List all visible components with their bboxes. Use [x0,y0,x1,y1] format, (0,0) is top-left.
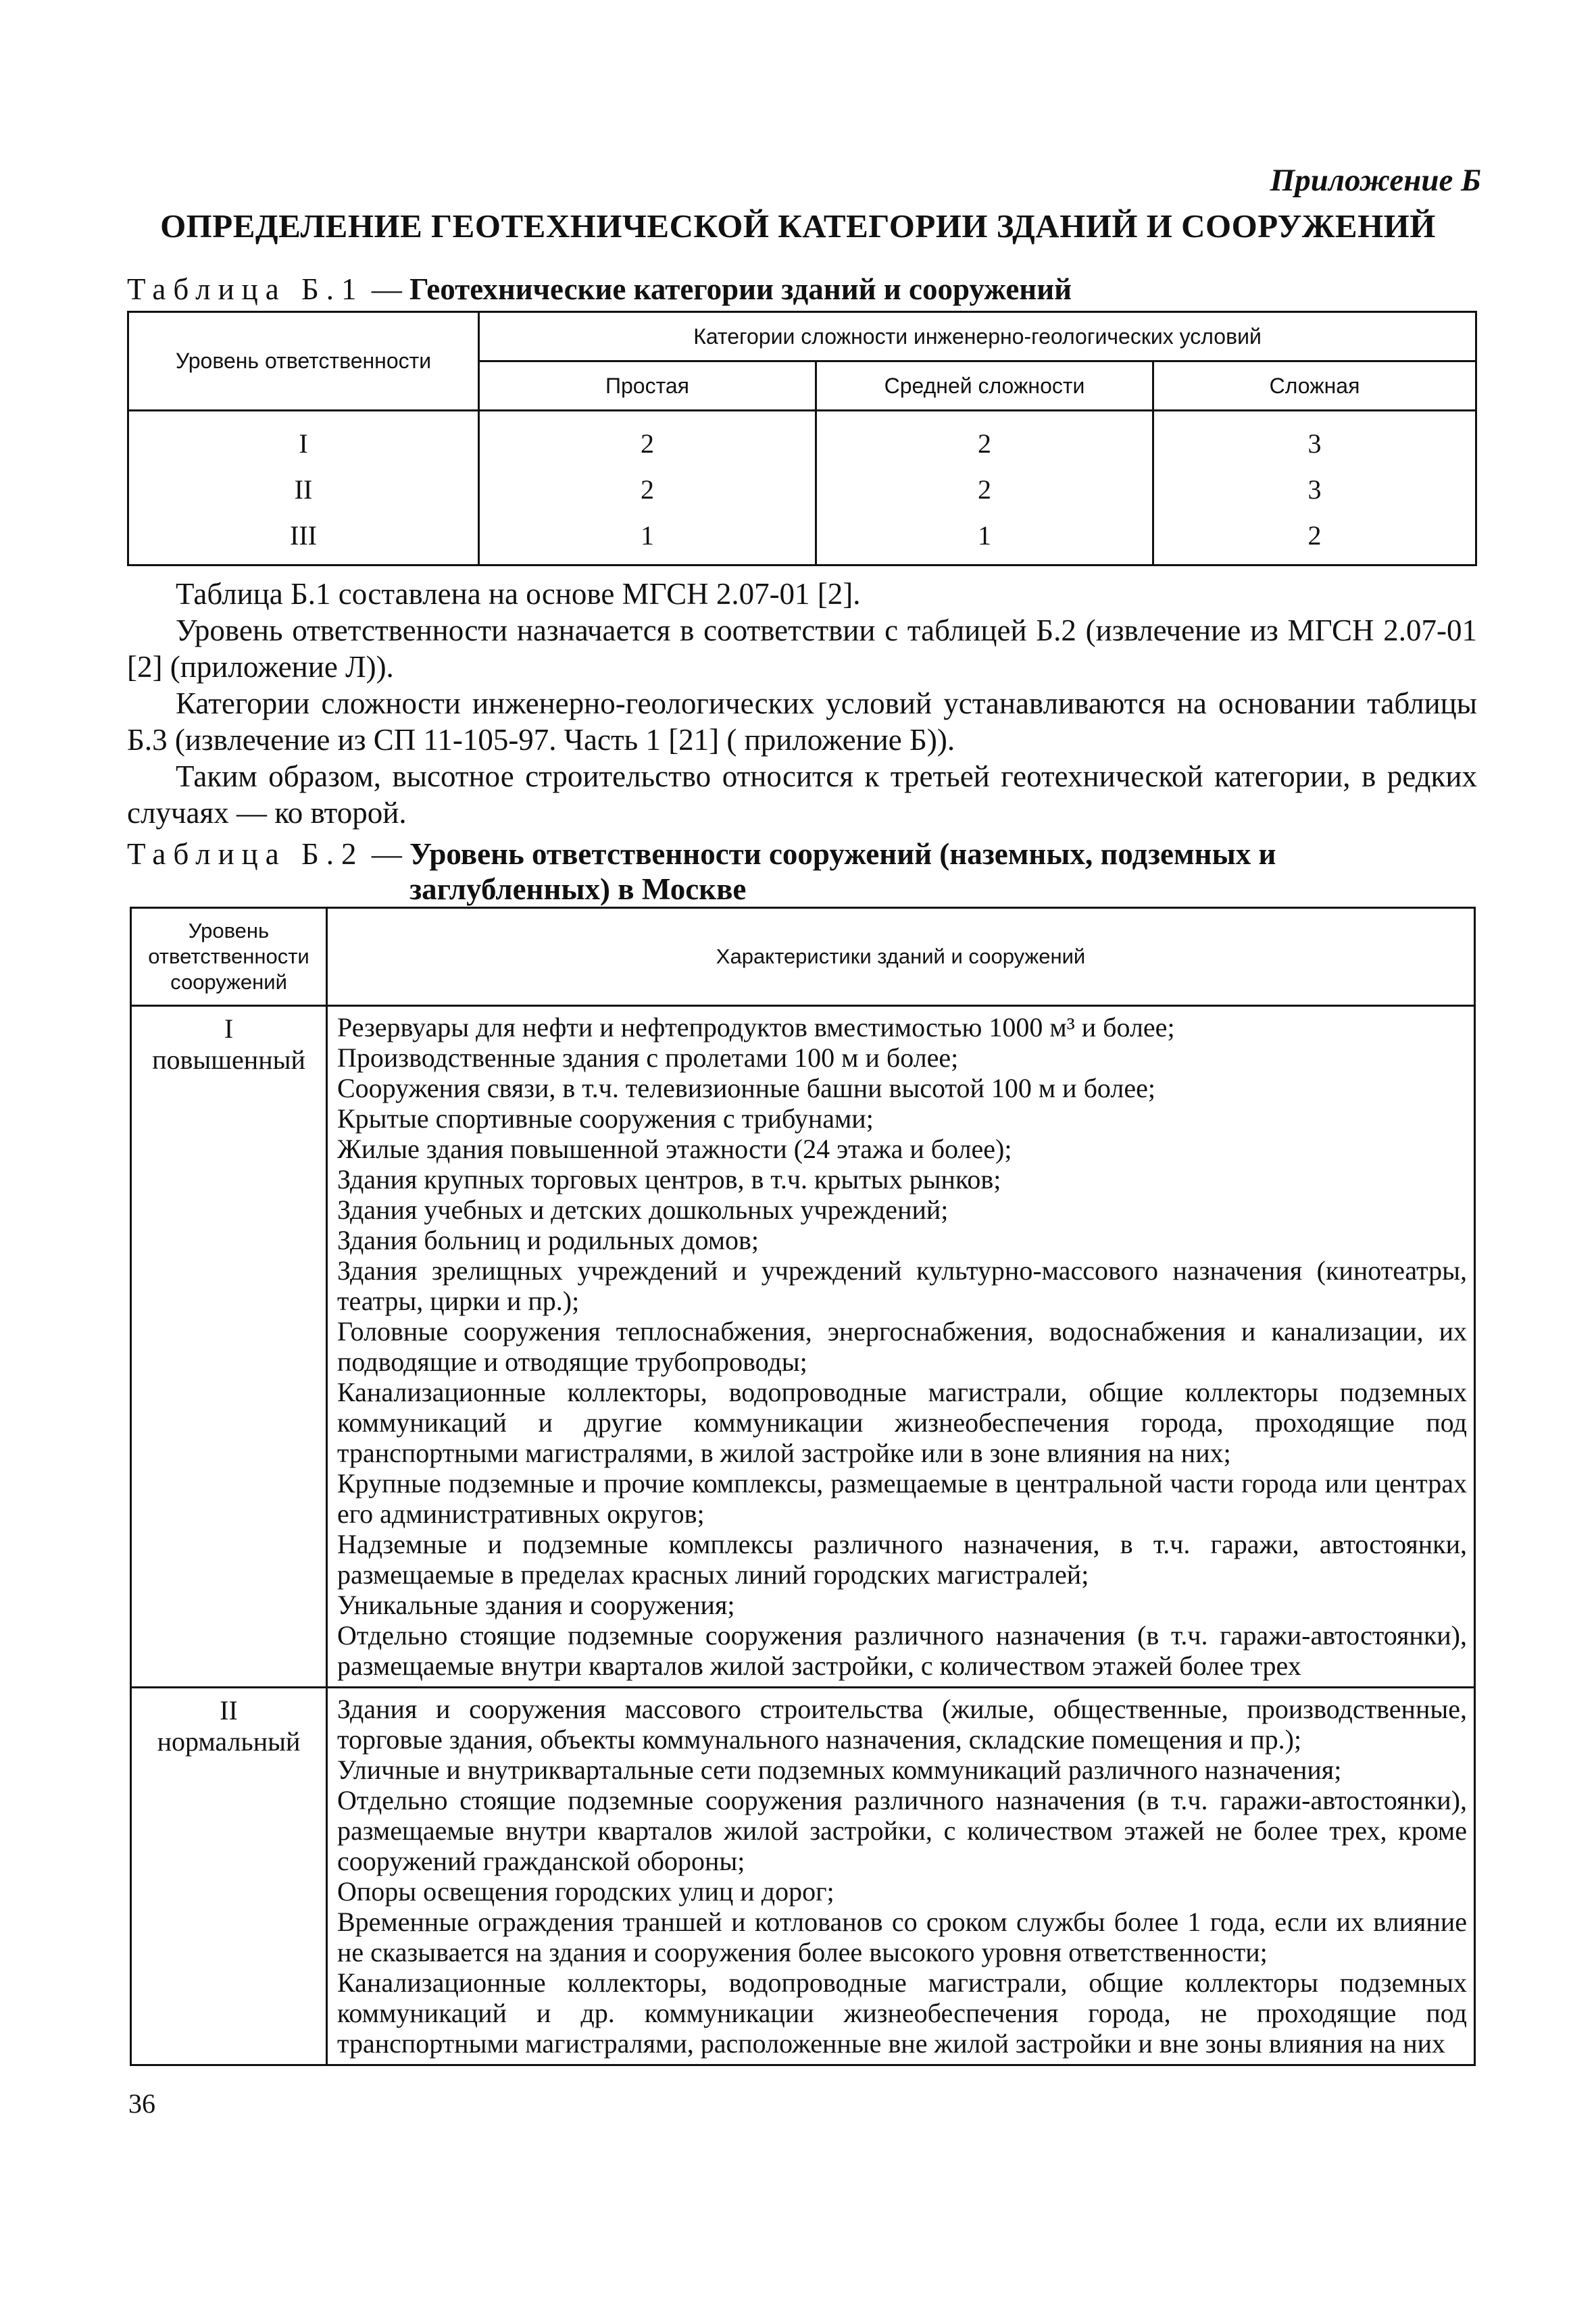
list-item: Производственные здания с пролетами 100 м и более; [337,1042,959,1073]
list-item: Крытые спортивные сооружения с трибунами; [337,1103,874,1134]
table1-cell: 1 [816,512,1153,565]
table-row [128,411,1476,467]
table1-header-level: Уровень ответственности [128,312,479,411]
list-item: Жилые здания повышенной этажности (24 этажа и более); [337,1134,1012,1164]
table2-caption-dash: — [371,837,402,871]
table2-header-level: Уровень ответственности сооружений [131,908,327,1006]
table1-cell-level: II [128,466,479,512]
list-item: Временные ограждения траншей и котлованов со сроком службы более 1 года, если их влияние не сказывается на здания и сооружения более высокого уровня ответственности; [337,1907,1467,1967]
level-number: I [224,1013,234,1044]
table2-caption-label: Таблица Б.2 [127,837,364,871]
paragraph: Категории сложности инженерно-геологических условий устанавливаются на основании таблицы Б.3 (извлечение из СП 11-105-97. Часть 1 [21] ( приложение Б)). [127,686,1477,757]
list-item: Канализационные коллекторы, водопроводные магистрали, общие коллекторы подземных коммуникаций и др. коммуникации жизнеобеспечения города, не проходящие под транспортными магистралями, расположенные вне жилой застройки и вне зоны влияния на них [337,1967,1467,2059]
list-item: Сооружения связи, в т.ч. телевизионные башни высотой 100 м и более; [337,1073,1155,1103]
table1-cell-level: I [128,411,479,467]
table2-level-cell [131,1006,327,1688]
list-item: Канализационные коллекторы, водопроводные магистрали, общие коллекторы подземных коммуникаций и другие коммуникации жизнеобеспечения города, проходящие под транспортными магистралями, в жилой застройке или в зоне влияния на них; [337,1377,1467,1468]
table1-cell: 2 [479,411,816,467]
table1-header-group: Категории сложности инженерно-геологических условий [479,312,1476,361]
list-item: Резервуары для нефти и нефтепродуктов вместимостью 1000 м³ и более; [337,1012,1175,1042]
table2-level-cell [131,1688,327,2065]
table2-items-cell [327,1688,1475,2065]
table2-caption [127,836,1477,907]
table2-header-char: Характеристики зданий и сооружений [327,908,1475,1006]
paragraph: Таблица Б.1 составлена на основе МГСН 2.07-01 [2]. [176,577,861,611]
table-row [131,1688,1475,2065]
table1-caption-dash: — [371,272,402,306]
table1-cell: 2 [479,466,816,512]
paragraph: Таким образом, высотное строительство относится к третьей геотехнической категории, в редких случаях — ко второй. [127,759,1477,830]
table-row [128,466,1476,512]
table1-caption-label: Таблица Б.1 [127,272,364,306]
list-item: Крупные подземные и прочие комплексы, размещаемые в центральной части города или центрах его административных округов; [337,1468,1467,1529]
list-item: Здания больниц и родильных домов; [337,1225,759,1255]
level-name: нормальный [157,1726,301,1757]
list-item: Головные сооружения теплоснабжения, энергоснабжения, водоснабжения и канализации, их подводящие и отводящие трубопроводы; [337,1316,1467,1377]
appendix-label: Приложение Б [1270,163,1481,198]
page-number: 36 [128,2088,155,2119]
list-item: Здания крупных торговых центров, в т.ч. крытых рынков; [337,1164,1001,1194]
table2-caption-title: Уровень ответственности сооружений (наземных, подземных и заглубленных) в Москве [409,837,1276,906]
table2-items-cell [327,1006,1475,1688]
table1-header-col: Простая [479,361,816,411]
table1-header-col: Средней сложности [816,361,1153,411]
list-item: Уличные и внутриквартальные сети подземных коммуникаций различного назначения; [337,1755,1342,1785]
table1-cell-level: III [128,512,479,565]
table1-caption-title: Геотехнические категории зданий и сооружений [409,272,1072,306]
list-item: Надземные и подземные комплексы различного назначения, в т.ч. гаражи, автостоянки, размещаемые в пределах красных линий городских магистралей; [337,1529,1467,1590]
table1-caption [127,272,1072,307]
table1-cell: 2 [816,466,1153,512]
list-item: Отдельно стоящие подземные сооружения различного назначения (в т.ч. гаражи-автостоянки), размещаемые внутри кварталов жилой застройки, с количеством этажей не более трех, кроме сооружений гражданской обороны; [337,1785,1467,1876]
table1-cell: 1 [479,512,816,565]
list-item: Здания и сооружения массового строительства (жилые, общественные, производственные, торговые здания, объекты коммунального назначения, складские помещения и пр.); [337,1694,1467,1755]
paragraph: Уровень ответственности назначается в соответствии с таблицей Б.2 (извлечение из МГСН 2.07-01 [2] (приложение Л)). [127,613,1477,684]
table1-cell: 2 [816,411,1153,467]
list-item: Здания зрелищных учреждений и учреждений культурно-массового назначения (кинотеатры, театры, цирки и пр.); [337,1255,1467,1316]
table1-cell: 3 [1153,466,1476,512]
list-item: Здания учебных и детских дошкольных учреждений; [337,1194,949,1225]
page-title: ОПРЕДЕЛЕНИЕ ГЕОТЕХНИЧЕСКОЙ КАТЕГОРИИ ЗДАНИЙ И СООРУЖЕНИЙ [160,207,1436,245]
table-row [128,512,1476,565]
list-item: Отдельно стоящие подземные сооружения различного назначения (в т.ч. гаражи-автостоянки), размещаемые внутри кварталов жилой застройки, с количеством этажей более трех [337,1620,1467,1681]
level-number: II [220,1695,238,1726]
list-item: Опоры освещения городских улиц и дорог; [337,1876,834,1907]
list-item: Уникальные здания и сооружения; [337,1590,735,1620]
responsibility-level-table [130,907,1476,2066]
table-row [131,1006,1475,1688]
geotech-category-table [127,311,1477,566]
table1-cell: 3 [1153,411,1476,467]
table1-cell: 2 [1153,512,1476,565]
table1-header-col: Сложная [1153,361,1476,411]
level-name: повышенный [152,1045,305,1075]
